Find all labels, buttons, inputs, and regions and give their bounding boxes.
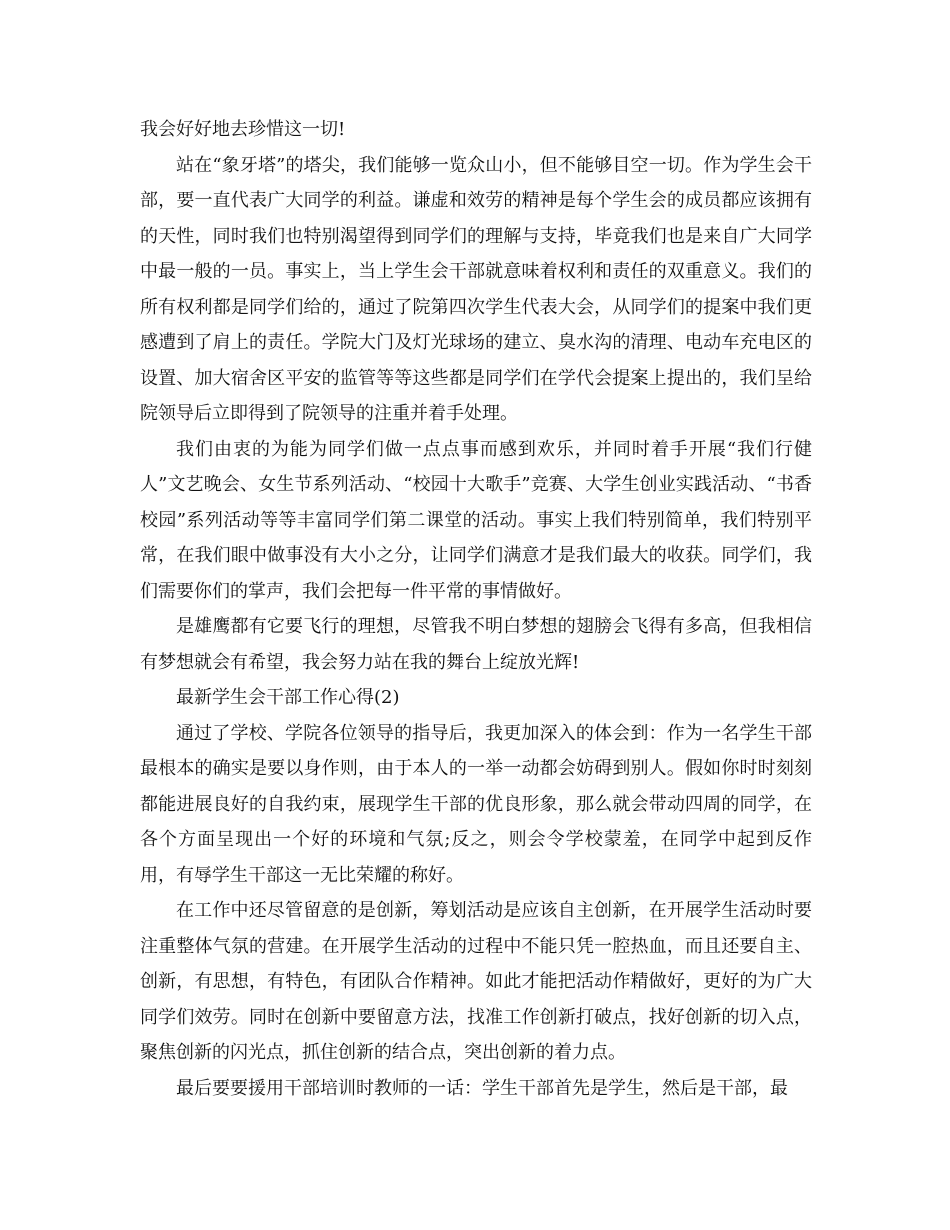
document-body (140, 112, 812, 1106)
paragraph-continuation: 我会好好地去珍惜这一切! (140, 119, 346, 140)
paragraph: 通过了学校、学院各位领导的指导后，我更加深入的体会到：作为一名学生干部最根本的确实是要以身作则，由于本人的一举一动都会妨碍到别人。假如你时时刻刻都能进展良好的自我约束，展现学生干部的优良形象，那么就会带动四周的同学，在各个方面呈现出一个好的环境和气氛;反之，则会令学校蒙羞，在同学中起到反作用，有辱学生干部这一无比荣耀的称好。 (140, 722, 812, 886)
paragraph: 我们由衷的为能为同学们做一点点事而感到欢乐，并同时着手开展“我们行健人”文艺晚会、女生节系列活动、“校园十大歌手”竞赛、大学生创业实践活动、“书香校园”系列活动等等丰富同学们第二课堂的活动。事实上我们特别简单，我们特别平常，在我们眼中做事没有大小之分，让同学们满意才是我们最大的收获。同学们，我们需要你们的掌声，我们会把每一件平常的事情做好。 (140, 438, 812, 602)
section-heading: 最新学生会干部工作心得(2) (176, 687, 400, 708)
paragraph: 站在“象牙塔”的塔尖，我们能够一览众山小，但不能够目空一切。作为学生会干部，要一直代表广大同学的利益。谦虚和效劳的精神是每个学生会的成员都应该拥有的天性，同时我们也特别渴望得到同学们的理解与支持，毕竟我们也是来自广大同学中最一般的一员。事实上，当上学生会干部就意味着权利和责任的双重意义。我们的所有权利都是同学们给的，通过了院第四次学生代表大会，从同学们的提案中我们更感遭到了肩上的责任。学院大门及灯光球场的建立、臭水沟的清理、电动车充电区的设置、加大宿舍区平安的监管等等这些都是同学们在学代会提案上提出的，我们呈给院领导后立即得到了院领导的注重并着手处理。 (140, 154, 812, 424)
paragraph: 在工作中还尽管留意的是创新，筹划活动是应该自主创新，在开展学生活动时要注重整体气氛的营建。在开展学生活动的过程中不能只凭一腔热血，而且还要自主、创新，有思想，有特色，有团队合作精神。如此才能把活动作精做好，更好的为广大同学们效劳。同时在创新中要留意方法，找准工作创新打破点，找好创新的切入点，聚焦创新的闪光点，抓住创新的结合点，突出创新的着力点。 (140, 900, 812, 1063)
paragraph: 最后要要援用干部培训时教师的一话：学生干部首先是学生，然后是干部，最 (176, 1077, 788, 1099)
paragraph: 是雄鹰都有它要飞行的理想，尽管我不明白梦想的翅膀会飞得有多高，但我相信有梦想就会有希望，我会努力站在我的舞台上绽放光辉! (140, 616, 812, 673)
